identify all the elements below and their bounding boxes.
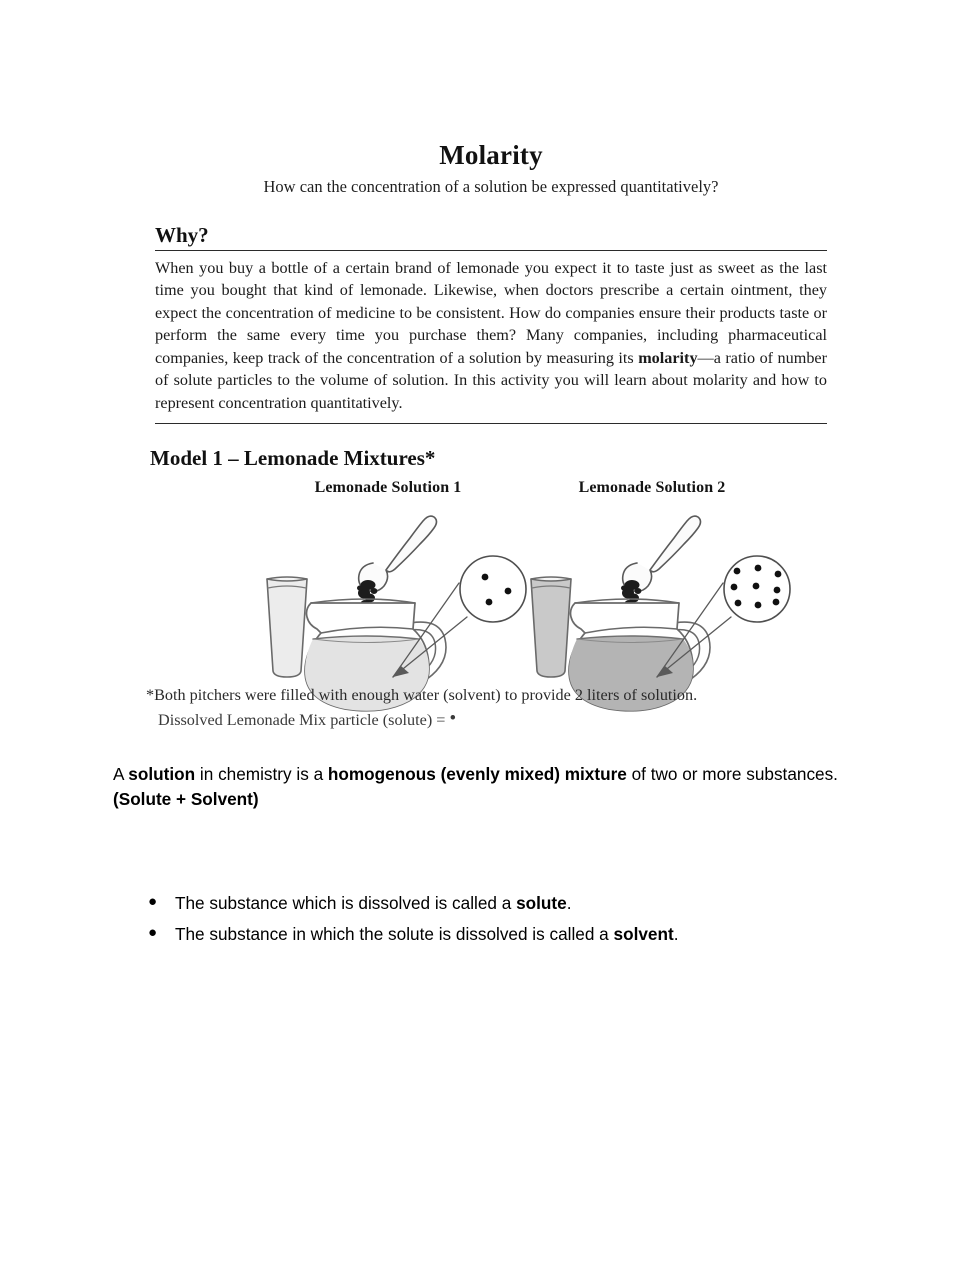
why-text-after: —a ratio of number of solute particles to the volume of solution. In this activity you will learn about molarity and how to represent concentration quantitatively.	[155, 348, 827, 412]
definition-bold-solute-solvent: (Solute + Solvent)	[113, 789, 259, 810]
definition-text-3: of two or more substances.	[626, 764, 838, 784]
worksheet-body	[150, 140, 827, 737]
footnote-particle-key-text: Dissolved Lemonade Mix particle (solute) =	[158, 711, 446, 729]
solvent-definition-text: The substance in which the solute is dissolved is called a	[175, 923, 614, 944]
drinking-glass-1	[267, 577, 307, 677]
solute-particle	[755, 565, 762, 572]
definitions-list	[113, 891, 933, 948]
divider-top	[155, 250, 827, 251]
solute-definition-text: The substance which is dissolved is called a	[175, 892, 517, 913]
model-1-heading: Model 1 – Lemonade Mixtures*	[150, 446, 436, 471]
page-subtitle: How can the concentration of a solution be expressed quantitatively?	[263, 177, 719, 196]
solute-particle	[734, 568, 741, 575]
solute-particle	[774, 587, 781, 594]
student-notes	[113, 762, 933, 953]
spoon-2	[623, 516, 701, 591]
list-item	[113, 891, 933, 917]
footnote-pitcher-volume: *Both pitchers were filled with enough water (solvent) to provide 2 liters of solution.	[146, 686, 698, 704]
lemonade-solution-1-label: Lemonade Solution 1	[314, 479, 462, 497]
list-item	[113, 922, 933, 948]
lemonade-solution-2-label: Lemonade Solution 2	[578, 479, 726, 497]
solute-dot-symbol: •	[449, 708, 457, 729]
why-text-before: When you buy a bottle of a certain brand of lemonade you expect it to taste just as sweet as the last time you bought that kind of lemonade. Likewise, when doctors prescribe a certain ointment, they expect the concentration of medicine to be consistent. How do companies ensure their products taste or perform the same every time you purchase them? Many companies, including pharmaceutical companies, keep track of the concentration of a solution by measuring its	[155, 259, 827, 367]
solute-definition-period: .	[566, 892, 572, 913]
spoon-1	[359, 516, 437, 591]
solute-particle	[731, 584, 738, 591]
footnote-particle-key	[158, 708, 846, 730]
solute-keyword: solute	[516, 892, 567, 913]
solute-particle	[486, 599, 493, 606]
solute-particle	[775, 571, 782, 578]
bullet-icon: ●	[148, 892, 158, 910]
definition-bold-solution: solution	[128, 764, 196, 784]
solute-particle	[773, 599, 780, 606]
bullet-icon: ●	[148, 923, 158, 941]
definition-text-1: A	[113, 764, 129, 784]
why-section-paragraph	[155, 257, 827, 414]
solvent-keyword: solvent	[613, 923, 674, 944]
solution-definition-paragraph	[113, 762, 933, 813]
drinking-glass-2	[531, 577, 571, 677]
solute-particle	[735, 600, 742, 607]
definition-bold-homogenous: homogenous (evenly mixed) mixture	[327, 764, 627, 784]
definition-text-2: in chemistry is a	[195, 764, 328, 784]
why-bold-term: molarity	[638, 348, 698, 367]
model-1-footnotes	[146, 686, 846, 730]
solute-particle	[755, 602, 762, 609]
page-title: Molarity	[439, 140, 543, 170]
why-section-heading: Why?	[155, 223, 209, 247]
solvent-definition-period: .	[673, 923, 679, 944]
divider-bottom	[155, 423, 827, 424]
solute-particle	[753, 583, 760, 590]
solute-particle	[482, 574, 489, 581]
